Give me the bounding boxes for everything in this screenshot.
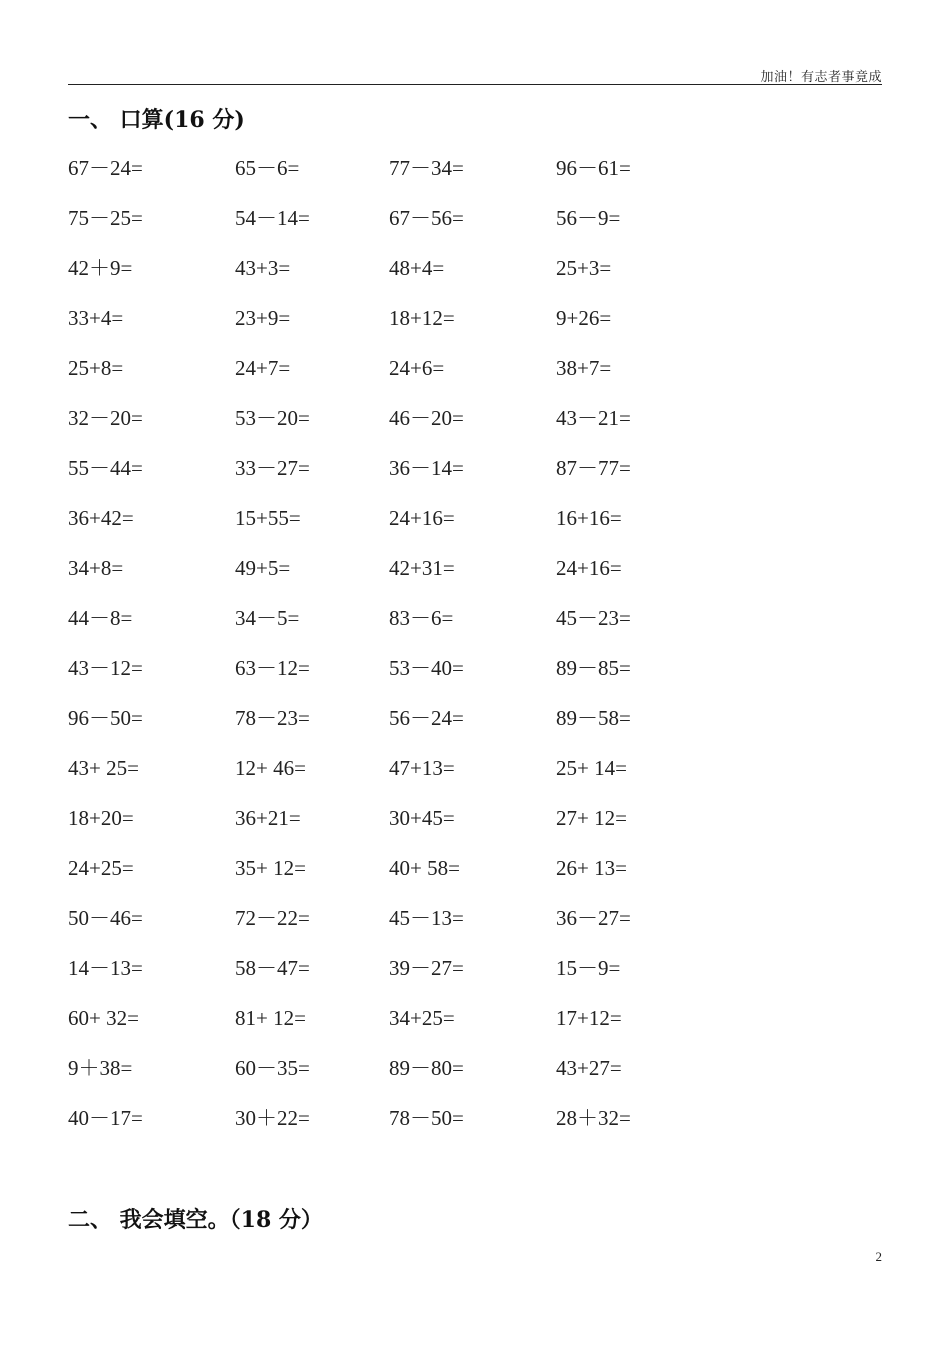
math-problem: 50－46= [68, 906, 143, 930]
math-problem: 77－34= [389, 156, 464, 180]
problem-row [68, 746, 768, 796]
math-problem: 96－61= [556, 156, 631, 180]
math-problem: 78－23= [235, 706, 310, 730]
math-problem: 63－12= [235, 656, 310, 680]
math-problem: 25+8= [68, 356, 124, 380]
math-problem: 14－13= [68, 956, 143, 980]
math-problem: 49+5= [235, 556, 291, 580]
math-problem: 42＋9= [68, 256, 133, 280]
math-problem: 96－50= [68, 706, 143, 730]
math-problem: 28＋32= [556, 1106, 631, 1130]
math-problem: 55－44= [68, 456, 143, 480]
math-problem: 47+13= [389, 756, 455, 780]
math-problem: 24+7= [235, 356, 291, 380]
problem-row [68, 846, 768, 896]
math-problem: 25+3= [556, 256, 612, 280]
problem-row [68, 896, 768, 946]
math-problem: 56－9= [556, 206, 621, 230]
math-problem: 43－12= [68, 656, 143, 680]
problem-row [68, 346, 768, 396]
problem-row [68, 246, 768, 296]
problem-row [68, 596, 768, 646]
math-problem: 24+25= [68, 856, 134, 880]
problem-row [68, 646, 768, 696]
math-problem: 23+9= [235, 306, 291, 330]
math-problem: 18+12= [389, 306, 455, 330]
problem-row [68, 696, 768, 746]
math-problem: 30+45= [389, 806, 455, 830]
problem-row [68, 796, 768, 846]
header-divider [68, 84, 882, 85]
section-1-title: 一、 口算(16 分) [68, 107, 245, 133]
problem-row [68, 196, 768, 246]
math-problem: 30＋22= [235, 1106, 310, 1130]
math-problem: 9＋38= [68, 1056, 133, 1080]
math-problem: 45－13= [389, 906, 464, 930]
problem-row [68, 396, 768, 446]
math-problem: 78－50= [389, 1106, 464, 1130]
math-problem: 48+4= [389, 256, 445, 280]
problem-row [68, 546, 768, 596]
math-problem: 89－58= [556, 706, 631, 730]
math-problem: 56－24= [389, 706, 464, 730]
problem-row [68, 996, 768, 1046]
problem-row [68, 446, 768, 496]
math-problem: 18+20= [68, 806, 134, 830]
math-problem: 53－40= [389, 656, 464, 680]
problem-row [68, 1096, 768, 1146]
problem-row [68, 1046, 768, 1096]
math-problem: 38+7= [556, 356, 612, 380]
math-problem: 45－23= [556, 606, 631, 630]
math-problem: 89－80= [389, 1056, 464, 1080]
math-problem: 27+ 12= [556, 806, 627, 830]
math-problem: 60+ 32= [68, 1006, 139, 1030]
math-problem: 40+ 58= [389, 856, 460, 880]
math-problem: 81+ 12= [235, 1006, 306, 1030]
section-2-title: 二、 我会填空。（18 分） [68, 1207, 323, 1233]
math-problem: 65－6= [235, 156, 300, 180]
math-problem: 39－27= [389, 956, 464, 980]
math-problem: 67－24= [68, 156, 143, 180]
math-problem: 44－8= [68, 606, 133, 630]
math-problem: 12+ 46= [235, 756, 306, 780]
math-problem: 89－85= [556, 656, 631, 680]
problem-row [68, 946, 768, 996]
math-problem: 17+12= [556, 1006, 622, 1030]
math-problem: 42+31= [389, 556, 455, 580]
math-problem: 34－5= [235, 606, 300, 630]
math-problem: 24+16= [556, 556, 622, 580]
math-problem: 36－14= [389, 456, 464, 480]
math-problem: 83－6= [389, 606, 454, 630]
math-problem: 9+26= [556, 306, 612, 330]
math-problem: 54－14= [235, 206, 310, 230]
math-problem: 43－21= [556, 406, 631, 430]
math-problem: 34+25= [389, 1006, 455, 1030]
header-motto: 加油！有志者事竟成 [760, 70, 882, 85]
problem-row [68, 146, 768, 196]
math-problem: 36－27= [556, 906, 631, 930]
math-problem: 46－20= [389, 406, 464, 430]
math-problem: 72－22= [235, 906, 310, 930]
page-number: 2 [875, 1249, 882, 1264]
math-problem: 43+3= [235, 256, 291, 280]
math-problem: 36+21= [235, 806, 301, 830]
math-problem: 34+8= [68, 556, 124, 580]
problem-row [68, 296, 768, 346]
math-problem: 60－35= [235, 1056, 310, 1080]
math-problem: 36+42= [68, 506, 134, 530]
math-problem: 67－56= [389, 206, 464, 230]
math-problem: 33+4= [68, 306, 124, 330]
math-problem: 25+ 14= [556, 756, 627, 780]
math-problem: 75－25= [68, 206, 143, 230]
math-problem: 58－47= [235, 956, 310, 980]
math-problem: 87－77= [556, 456, 631, 480]
math-problem: 43+ 25= [68, 756, 139, 780]
math-problem: 26+ 13= [556, 856, 627, 880]
math-problem: 43+27= [556, 1056, 622, 1080]
math-problem: 32－20= [68, 406, 143, 430]
math-problem: 33－27= [235, 456, 310, 480]
math-problem: 15－9= [556, 956, 621, 980]
math-problem: 24+6= [389, 356, 445, 380]
mental-math-grid [68, 146, 768, 1146]
math-problem: 53－20= [235, 406, 310, 430]
problem-row [68, 496, 768, 546]
math-problem: 35+ 12= [235, 856, 306, 880]
math-problem: 16+16= [556, 506, 622, 530]
math-problem: 15+55= [235, 506, 301, 530]
math-problem: 24+16= [389, 506, 455, 530]
math-problem: 40－17= [68, 1106, 143, 1130]
